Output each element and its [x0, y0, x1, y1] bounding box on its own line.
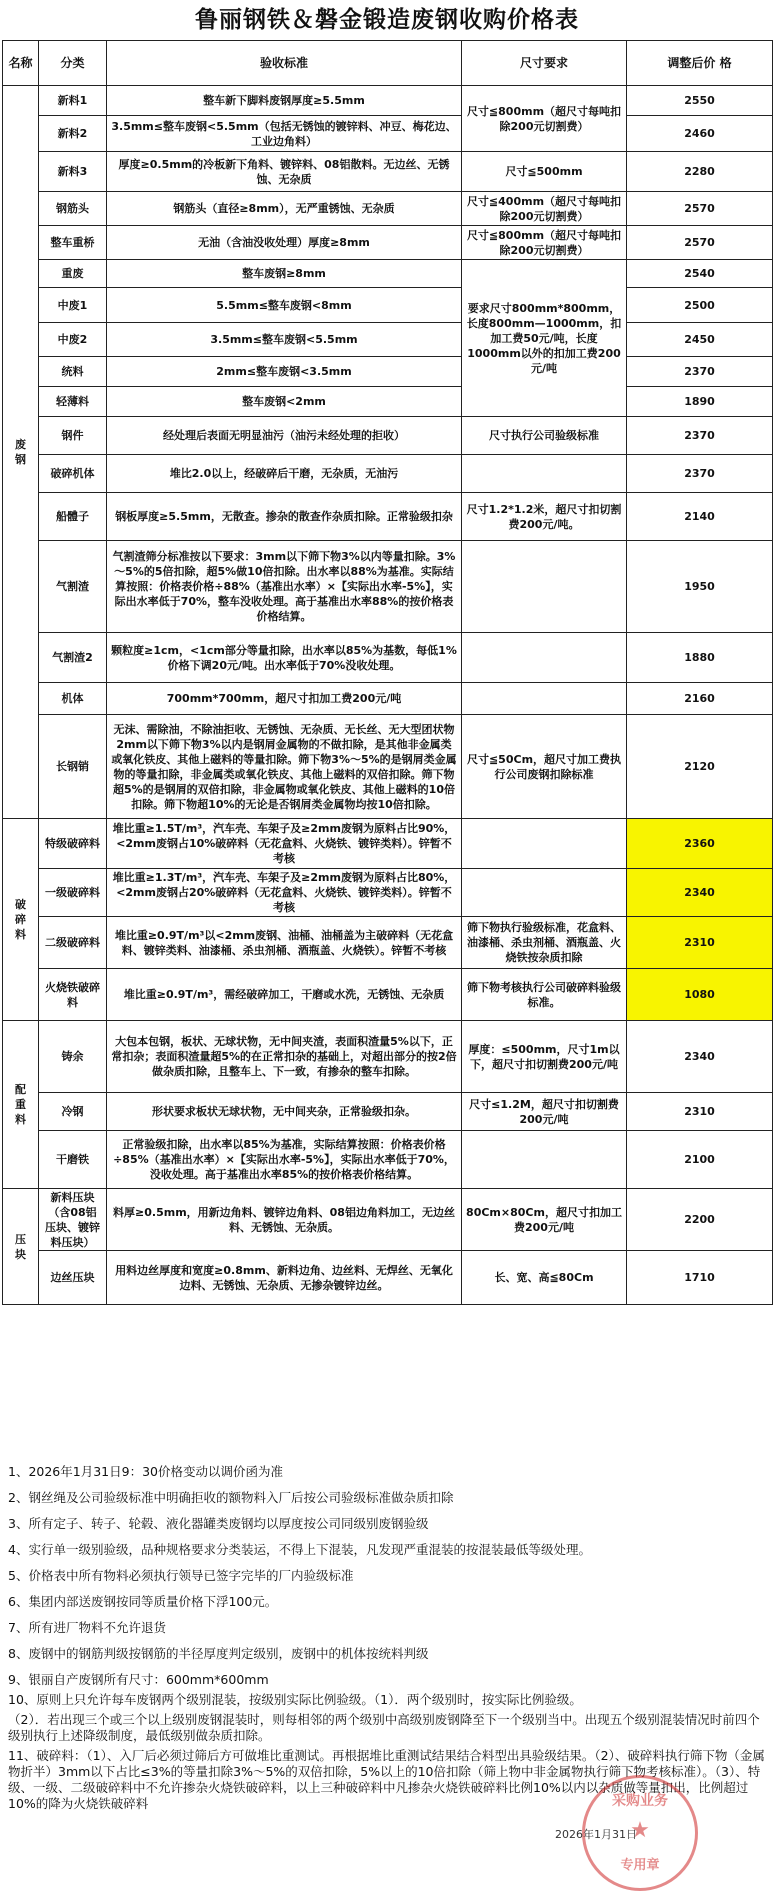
note-item: 10、原则上只允许每车废钢两个级别混装，按级别实际比例验级。（1）．两个级别时，按实际比例验级。: [8, 1692, 582, 1707]
table-row: [3, 1021, 773, 1093]
row-price: 2370: [627, 455, 773, 493]
row-standard: 气割渣筛分标准按以下要求：3mm以下筛下物3%以内等量扣除。3%～5%的5倍扣除，超5%做10倍扣除。出水率以88%为基准。实际结算按照：价格表价格÷88%（基准出水率）×【实际出水率-5%】，实际出水率低于70%，整车没收处理。高于基准出水率88%的按价格表价格结算。: [107, 541, 462, 633]
row-name: 火烧铁破碎料: [39, 969, 107, 1021]
row-price: 2310: [627, 917, 773, 969]
table-row: [3, 323, 773, 357]
row-standard: 3.5mm≤整车废钢<5.5mm: [107, 323, 462, 357]
row-size: 尺寸≦500mm: [462, 152, 627, 192]
note-item: （2）．若出现三个或三个以上级别废钢混装时，则每相邻的两个级别中高级别废钢降至下一个级别当中。出现五个级别混装情况时前四个级别执行上述降级制度，最低级别做杂质扣除。: [8, 1712, 760, 1743]
table-row: [3, 116, 773, 152]
row-size: [462, 541, 627, 633]
row-size: [462, 1131, 627, 1189]
row-price: 1080: [627, 969, 773, 1021]
row-name: 一级破碎料: [39, 869, 107, 917]
row-size: 要求尺寸800mm*800mm，长度800mm—1000mm，扣加工费50元/吨，长度1000mm以外的扣加工费200元/吨: [462, 260, 627, 417]
note-item: 8、废钢中的钢筋判级按钢筋的半径厚度判定级别，废钢中的机体按统料判级: [8, 1646, 429, 1661]
row-standard: 堆比2.0以上，经破碎后干磨，无杂质，无油污: [107, 455, 462, 493]
row-name: 钢件: [39, 417, 107, 455]
row-size: 厚度：≤500mm，尺寸1m以下，超尺寸扣切割费200元/吨: [462, 1021, 627, 1093]
table-row: [3, 715, 773, 819]
row-name: 整车重桥: [39, 226, 107, 260]
table-row: [3, 288, 773, 323]
row-price: 2280: [627, 152, 773, 192]
note-item: 4、实行单一级别验级，品种规格要求分类装运，不得上下混装，凡发现严重混装的按混装最低等级处理。: [8, 1542, 591, 1557]
row-size: [462, 683, 627, 715]
row-price: 2450: [627, 323, 773, 357]
table-row: [3, 819, 773, 869]
table-header-row: [3, 41, 773, 86]
row-price: 2550: [627, 86, 773, 116]
row-name: 破碎机体: [39, 455, 107, 493]
row-standard: 700mm*700mm，超尺寸扣加工费200元/吨: [107, 683, 462, 715]
table-row: [3, 357, 773, 387]
price-table: [2, 40, 773, 1305]
header-name: 名称: [3, 41, 39, 86]
table-row: [3, 192, 773, 226]
header-price: 调整后价 格: [627, 41, 773, 86]
header-size: 尺寸要求: [462, 41, 627, 86]
note-item: 3、所有定子、转子、轮毂、液化器罐类废钢均以厚度按公司同级别废钢验级: [8, 1516, 429, 1531]
note-item: 2、钢丝绳及公司验级标准中明确拒收的额物料入厂后按公司验级标准做杂质扣除: [8, 1490, 454, 1505]
issue-date: 2026年1月31日: [555, 1828, 637, 1841]
star-icon: ★: [630, 1818, 650, 1843]
row-price: 2500: [627, 288, 773, 323]
row-price: 2460: [627, 116, 773, 152]
header-category: 分类: [39, 41, 107, 86]
row-standard: 堆比重≥1.3T/m³，汽车壳、车架子及≥2mm废钢为原料占比80%，<2mm废钢占20%破碎料（无花盒料、火烧铁、镀锌类料）。锌暂不考核: [107, 869, 462, 917]
row-name: 铸余: [39, 1021, 107, 1093]
row-size: 筛下物执行验级标准，花盒料、油漆桶、杀虫剂桶、酒瓶盖、火烧铁按杂质扣除: [462, 917, 627, 969]
table-row: [3, 260, 773, 288]
table-row: [3, 541, 773, 633]
table-row: [3, 1251, 773, 1305]
row-standard: 厚度≥0.5mm的冷板新下角料、镀锌料、08铝散料。无边丝、无锈蚀、无杂质: [107, 152, 462, 192]
row-price: 1880: [627, 633, 773, 683]
row-standard: 5.5mm≤整车废钢<8mm: [107, 288, 462, 323]
row-size: 筛下物考核执行公司破碎料验级标准。: [462, 969, 627, 1021]
row-price: 2370: [627, 357, 773, 387]
row-size: 尺寸≦800mm（超尺寸每吨扣除200元切割费）: [462, 86, 627, 152]
row-name: 冷钢: [39, 1093, 107, 1131]
notes-section: [8, 1464, 768, 1816]
row-standard: 正常验级扣除，出水率以85%为基准，实际结算按照：价格表价格÷85%（基准出水率）×【实际出水率-5%】，实际出水率低于70%，没收处理。高于基准出水率85%的按价格表价格结算。: [107, 1131, 462, 1189]
table-row: [3, 869, 773, 917]
row-price: 2540: [627, 260, 773, 288]
row-name: 长钢销: [39, 715, 107, 819]
row-name: 气割渣2: [39, 633, 107, 683]
table-row: [3, 683, 773, 715]
row-name: 新料1: [39, 86, 107, 116]
group-heavy: 配 重 料: [3, 1021, 39, 1189]
row-standard: 钢筋头（直径≥8mm），无严重锈蚀、无杂质: [107, 192, 462, 226]
row-size: [462, 455, 627, 493]
row-standard: 堆比重≥0.9T/m³，需经破碎加工，干磨或水洗，无锈蚀、无杂质: [107, 969, 462, 1021]
row-standard: 用料边丝厚度和宽度≥0.8mm、新料边角、边丝料、无焊丝、无氧化边料、无锈蚀、无杂质、无掺杂镀锌边丝。: [107, 1251, 462, 1305]
page-title: 鲁丽钢铁＆磐金锻造废钢收购价格表: [195, 7, 579, 33]
row-standard: 整车新下脚料废钢厚度≥5.5mm: [107, 86, 462, 116]
row-price: 1890: [627, 387, 773, 417]
seal-text-bottom: 专用章: [620, 1858, 660, 1873]
row-name: 二级破碎料: [39, 917, 107, 969]
row-name: 钢筋头: [39, 192, 107, 226]
header-standard: 验收标准: [107, 41, 462, 86]
row-name: 干磨铁: [39, 1131, 107, 1189]
row-name: 新料3: [39, 152, 107, 192]
row-standard: 整车废钢<2mm: [107, 387, 462, 417]
row-standard: 钢板厚度≥5.5mm，无散查。掺杂的散查作杂质扣除。正常验级扣杂: [107, 493, 462, 541]
table-row: [3, 493, 773, 541]
group-crushed: 破 碎 料: [3, 819, 39, 1021]
row-size: [462, 869, 627, 917]
row-standard: 料厚≥0.5mm，用新边角料、镀锌边角料、08铝边角料加工，无边丝料、无锈蚀、无杂质。: [107, 1189, 462, 1251]
row-name: 中废2: [39, 323, 107, 357]
table-row: [3, 387, 773, 417]
table-row: [3, 86, 773, 116]
row-size: 80Cm×80Cm，超尺寸扣加工费200元/吨: [462, 1189, 627, 1251]
table-row: [3, 1093, 773, 1131]
seal-text-top: 采购业务: [612, 1793, 668, 1809]
group-scrap: 废 钢: [3, 86, 39, 819]
row-price: 2120: [627, 715, 773, 819]
row-standard: 2mm≤整车废钢<3.5mm: [107, 357, 462, 387]
row-size: 尺寸执行公司验级标准: [462, 417, 627, 455]
row-price: 2160: [627, 683, 773, 715]
row-name: 特级破碎料: [39, 819, 107, 869]
row-standard: 颗粒度≥1cm，<1cm部分等量扣除，出水率以85%为基数，每低1%价格下调20元/吨。出水率低于70%没收处理。: [107, 633, 462, 683]
row-name: 新料2: [39, 116, 107, 152]
row-size: [462, 819, 627, 869]
row-standard: 经处理后表面无明显油污（油污未经处理的拒收）: [107, 417, 462, 455]
row-name: 边丝压块: [39, 1251, 107, 1305]
row-price: 2310: [627, 1093, 773, 1131]
row-size: 尺寸≦50Cm，超尺寸加工费执行公司废钢扣除标准: [462, 715, 627, 819]
note-item: 9、银丽自产废钢所有尺寸：600mm*600mm: [8, 1672, 269, 1687]
table-row: [3, 633, 773, 683]
row-name: 船體子: [39, 493, 107, 541]
row-price: 2570: [627, 226, 773, 260]
table-row: [3, 152, 773, 192]
row-price: 2570: [627, 192, 773, 226]
row-standard: 无沫、需除油，不除油拒收、无锈蚀、无杂质、无长丝、无大型团状物2mm以下筛下物3%以内是钢屑金属物的不做扣除，是其他非金属类或氧化铁皮、其他上磁料的等量扣除。筛下物3%～5%的是钢屑类金属物的等量扣除，非金属类或氧化铁皮、其他上磁料的双倍扣除。筛下物超5%的是钢屑的双倍扣除，非金属物或氧化铁皮、其他上磁料的10倍扣除。筛下物超10%的无论是否钢屑类金属物均按10倍扣除。: [107, 715, 462, 819]
note-item: 7、所有进厂物料不允许退货: [8, 1620, 166, 1635]
row-standard: 整车废钢≥8mm: [107, 260, 462, 288]
row-name: 重废: [39, 260, 107, 288]
row-price: 1710: [627, 1251, 773, 1305]
table-row: [3, 917, 773, 969]
row-price: 2340: [627, 1021, 773, 1093]
row-size: 长、宽、高≦80Cm: [462, 1251, 627, 1305]
row-name: 新料压块（含08铝压块、镀锌料压块）: [39, 1189, 107, 1251]
note-item: 6、集团内部送废钢按同等质量价格下浮100元。: [8, 1594, 278, 1609]
row-name: 机体: [39, 683, 107, 715]
row-name: 轻薄料: [39, 387, 107, 417]
row-standard: 堆比重≥1.5T/m³，汽车壳、车架子及≥2mm废钢为原料占比90%，<2mm废钢占10%破碎料（无花盒料、火烧铁、镀锌类料）。锌暂不考核: [107, 819, 462, 869]
row-size: 尺寸≦800mm（超尺寸每吨扣除200元切割费）: [462, 226, 627, 260]
row-standard: 堆比重≥0.9T/m³以<2mm废钢、油桶、油桶盖为主破碎料（无花盒料、镀锌类料、油漆桶、杀虫剂桶、酒瓶盖、火烧铁）。锌暂不考核: [107, 917, 462, 969]
row-name: 中废1: [39, 288, 107, 323]
row-price: 2140: [627, 493, 773, 541]
row-price: 2100: [627, 1131, 773, 1189]
row-price: 1950: [627, 541, 773, 633]
table-row: [3, 969, 773, 1021]
row-price: 2370: [627, 417, 773, 455]
table-row: [3, 1131, 773, 1189]
row-size: 尺寸≦400mm（超尺寸每吨扣除200元切割费）: [462, 192, 627, 226]
group-block: 压 块: [3, 1189, 39, 1305]
note-item: 1、2026年1月31日9：30价格变动以调价函为准: [8, 1464, 283, 1479]
row-size: [462, 633, 627, 683]
table-row: [3, 1189, 773, 1251]
row-standard: 形状要求板状无球状物，无中间夹杂，正常验级扣杂。: [107, 1093, 462, 1131]
row-standard: 大包本包钢，板状、无球状物，无中间夹渣，表面积渣量5%以下，正常扣杂；表面积渣量超5%的在正常扣杂的基础上，对超出部分的按2倍做杂质扣除，且整车上、下一致，有掺杂的整车扣除。: [107, 1021, 462, 1093]
note-item: 5、价格表中所有物料必须执行领导已签字完毕的厂内验级标准: [8, 1568, 354, 1583]
row-size: 尺寸≤1.2M，超尺寸扣切割费200元/吨: [462, 1093, 627, 1131]
note-item: 11、破碎料：（1）、入厂后必须过筛后方可做堆比重测试。再根据堆比重测试结果结合料型出具验级结果。（2）、破碎料执行筛下物（金属物折半）3mm以下占比≤3%的等量扣除3%～5%的双倍扣除，5%以上的10倍扣除（筛上物中非金属物执行筛下物考核标准）。（3）、特级、一级、二级破碎料中不允许掺杂火烧铁破碎料，以上三种破碎料中凡掺杂火烧铁破碎料比例10%以内以杂质做等量扣出，比例超过10%的降为火烧铁破碎料: [8, 1748, 765, 1811]
row-price: 2360: [627, 819, 773, 869]
row-standard: 3.5mm≤整车废钢<5.5mm（包括无锈蚀的镀锌料、冲豆、梅花边、工业边角料）: [107, 116, 462, 152]
row-name: 统料: [39, 357, 107, 387]
table-row: [3, 455, 773, 493]
table-row: [3, 417, 773, 455]
table-row: [3, 226, 773, 260]
row-price: 2340: [627, 869, 773, 917]
row-standard: 无油（含油没收处理）厚度≥8mm: [107, 226, 462, 260]
row-size: 尺寸1.2*1.2米，超尺寸扣切割费200元/吨。: [462, 493, 627, 541]
row-price: 2200: [627, 1189, 773, 1251]
row-name: 气割渣: [39, 541, 107, 633]
